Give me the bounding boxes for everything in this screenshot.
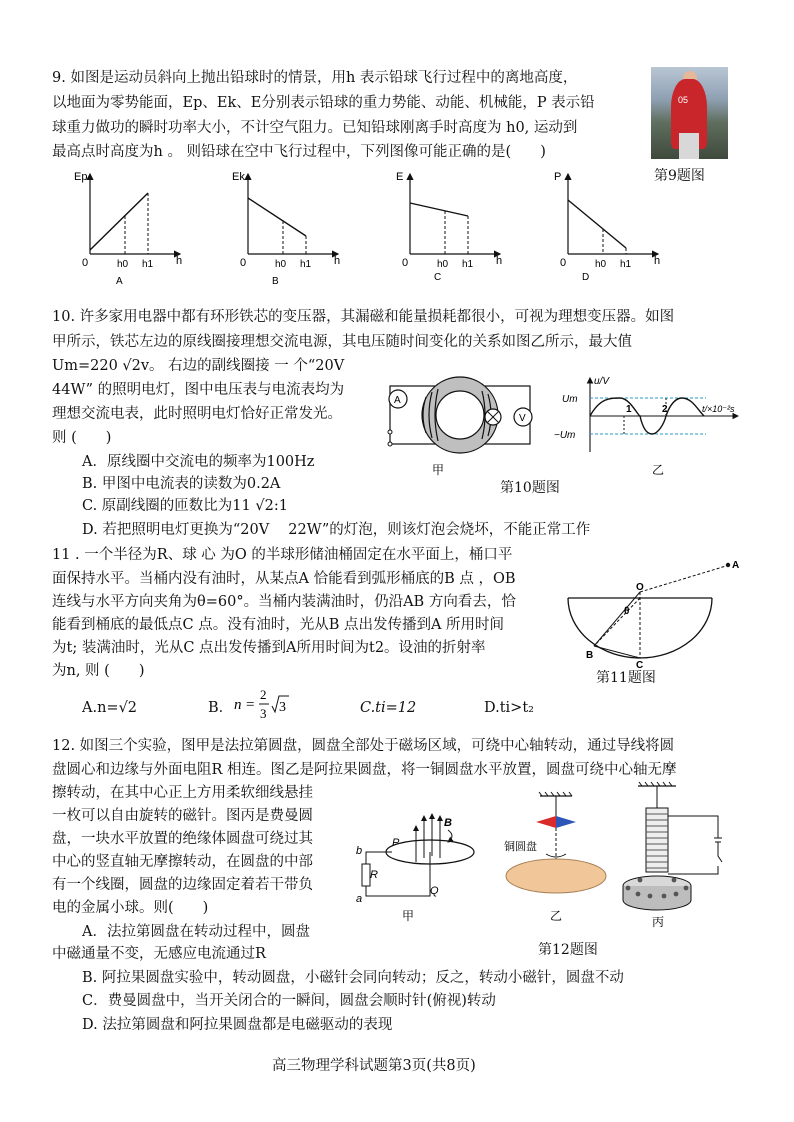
- shot-put-photo: 05: [651, 67, 728, 159]
- q9-graph-d-option: D: [582, 272, 590, 283]
- q10-line-1: 10. 许多家用电器中都有环形铁芯的变压器，其漏磁和能量损耗都很小，可视为理想变压器。如图: [52, 309, 675, 325]
- q9-graph-a-h: h: [176, 255, 183, 267]
- q11-option-a: A.n=√2: [82, 700, 138, 716]
- q9-graph-c-h: h: [496, 255, 503, 267]
- voltmeter-label: V: [519, 413, 526, 424]
- q12-option-a-1: A．法拉第圆盘在转动过程中，圆盘: [82, 924, 310, 940]
- q12-line-2: 盘圆心和边缘与外面电阻R 相连。图乙是阿拉果圆盘，将一铜圆盘水平放置，圆盘可绕中心轴无摩: [52, 762, 677, 778]
- q9-line-3: 球重力做功的瞬时功率大小，不计空气阻力。已知铅球刚离手时高度为 h0, 运动到: [52, 120, 578, 136]
- q9-graph-d-origin: 0: [560, 257, 567, 269]
- q12-line-7: 有一个线圈，圆盘的边缘固定着若干带负: [52, 877, 313, 893]
- q10-fig-a-label: 甲: [432, 463, 445, 477]
- q9-graph-b-h: h: [334, 255, 341, 267]
- q12-faraday-disk-figure: [352, 812, 492, 924]
- svg-text:3: 3: [260, 706, 267, 721]
- q9-line-1: 9. 如图是运动员斜向上抛出铅球时的情景，用h 表示铅球飞行过程中的离地高度，: [52, 70, 578, 86]
- q9-graph-c: [396, 171, 502, 283]
- q9-graph-a: [74, 171, 182, 287]
- q12-line-1: 12. 如图三个实验，图甲是法拉第圆盘，圆盘全部处于磁场区域，可绕中心轴转动，通过导线将圆: [52, 738, 675, 754]
- q10-option-d: D. 若把照明电灯更换为“20V 22W”的灯泡，则该灯泡会烧坏，不能正常工作: [82, 522, 591, 538]
- q11-label-theta: θ: [624, 606, 630, 617]
- q11-line-3: 连线与水平方向夹角为θ=60°。当桶内装满油时，仍沿AB 方向看去，恰: [52, 594, 516, 610]
- q12-arago-disk-figure: [498, 790, 618, 925]
- q12-option-a-2: 中磁通量不变，无感应电流通过R: [52, 946, 266, 962]
- q12-fig-c-label: 丙: [652, 915, 665, 929]
- q11-label-a: A: [732, 560, 740, 571]
- q10-line-4: 44W” 的照明电灯，图中电压表与电流表均为: [52, 382, 345, 398]
- q12-line-3: 擦转动，在其中心正上方用柔软细线悬挂: [52, 785, 313, 801]
- q9-graph-b-h0: h0: [275, 259, 287, 270]
- q11-hemisphere-figure: [560, 558, 745, 668]
- q10-line-6: 则 ( ): [52, 430, 112, 446]
- q11-line-6: 为n, 则 ( ): [52, 663, 145, 679]
- q11-option-b-formula-text: [0, 0, 1, 1]
- q10-figure-caption: 第10题图: [500, 480, 560, 496]
- q12-line-6: 中心的竖直轴无摩擦转动，在圆盘的中部: [52, 854, 313, 870]
- q9-graph-b-origin: 0: [240, 257, 247, 269]
- faraday-a-terminal: a: [356, 893, 363, 905]
- q9-graph-c-origin: 0: [402, 257, 409, 269]
- q9-graph-c-h1: h1: [462, 259, 474, 270]
- q11-line-4: 能看到桶底的最低点C 点。没有油时，光从B 点出发传播到A 所用时间: [52, 617, 505, 633]
- q10-option-b: B. 甲图中电流表的读数为0.2A: [82, 476, 281, 492]
- wave-t2: 2: [662, 404, 668, 415]
- svg-text:2: 2: [260, 687, 267, 702]
- q9-graph-d-ylabel: P: [554, 171, 562, 183]
- q11-label-o: O: [636, 582, 644, 593]
- q9-graph-c-h0: h0: [437, 259, 449, 270]
- arago-copper-disk: 铜圆盘: [504, 840, 537, 853]
- q10-line-3: Um=220 √2v。 右边的副线圈接 一 个“20V: [52, 358, 345, 374]
- q9-line-2: 以地面为零势能面，Ep、Ek、E分别表示铅球的重力势能、动能、机械能，P 表示铅: [52, 95, 595, 111]
- q12-option-b: B. 阿拉果圆盘实验中，转动圆盘，小磁针会同向转动；反之，转动小磁针，圆盘不动: [82, 970, 624, 986]
- q11-option-b-prefix: B．: [208, 700, 234, 716]
- q9-graph-d-h: h: [654, 255, 661, 267]
- wave-t1: 1: [626, 404, 632, 415]
- q9-graph-a-h1: h1: [142, 259, 154, 270]
- faraday-q: Q: [430, 885, 439, 897]
- q9-graph-c-ylabel: E: [396, 171, 404, 183]
- q9-figure-caption: 第9题图: [654, 168, 705, 184]
- q12-line-4: 一枚可以自由旋转的磁针。图丙是费曼圆: [52, 808, 313, 824]
- q10-option-a: A．原线圈中交流电的频率为100Hz: [82, 454, 315, 470]
- q9-graph-a-option: A: [116, 276, 123, 287]
- q10-option-c: C. 原副线圈的匝数比为11 √2:1: [82, 498, 288, 514]
- q10-line-5: 理想交流电表，此时照明电灯恰好正常发光。: [52, 406, 342, 422]
- ammeter-label: A: [394, 395, 401, 406]
- svg-text:3: 3: [279, 700, 286, 715]
- q11-option-d: D.ti>t₂: [484, 700, 534, 716]
- q12-option-d: D. 法拉第圆盘和阿拉果圆盘都是电磁驱动的表现: [82, 1017, 393, 1033]
- q9-graph-b-h1: h1: [300, 259, 312, 270]
- svg-text:=: =: [246, 697, 255, 713]
- q11-line-5: 为t; 装满油时，光从C 点出发传播到A所用时间为t2。设油的折射率: [52, 640, 486, 656]
- q9-graph-d-h1: h1: [620, 259, 632, 270]
- q9-line-4: 最高点时高度为h 。 则铅球在空中飞行过程中，下列图像可能正确的是( ): [52, 144, 546, 160]
- q9-graph-d: [554, 171, 660, 283]
- q9-graph-a-h0: h0: [117, 259, 129, 270]
- q10-fig-b-label: 乙: [652, 463, 665, 477]
- q11-figure-caption: 第11题图: [596, 670, 656, 686]
- q9-graph-c-option: C: [434, 272, 442, 283]
- q11-option-b-formula: [234, 684, 294, 724]
- wave-um: Um: [562, 394, 578, 405]
- q9-graph-a-origin: 0: [82, 257, 89, 269]
- q12-fig-a-label: 甲: [402, 909, 415, 923]
- q9-graph-d-h0: h0: [595, 259, 607, 270]
- wave-xlabel: t/×10⁻²s: [702, 404, 735, 414]
- q12-fig-b-label: 乙: [550, 909, 563, 923]
- q9-graphs: [60, 166, 720, 291]
- q11-line-1: 11 . 一个半径为R、球 心 为O 的半球形储油桶固定在水平面上，桶口平: [52, 547, 513, 563]
- q11-label-c: C: [636, 660, 644, 668]
- q9-graph-b: [232, 171, 340, 287]
- q12-option-c: C．费曼圆盘中，当开关闭合的一瞬间，圆盘会顺时针(俯视)转动: [82, 993, 496, 1009]
- faraday-b: B: [444, 817, 452, 829]
- q11-line-2: 面保持水平。当桶内没有油时，从某点A 恰能看到弧形桶底的B 点 ，OB: [52, 571, 516, 587]
- wave-neg-um: −Um: [554, 430, 576, 441]
- page-footer: 高三物理学科试题第3页(共8页): [272, 1058, 476, 1074]
- q12-figure-caption: 第12题图: [538, 942, 598, 958]
- q11-label-b: B: [586, 650, 594, 661]
- q9-graph-a-ylabel: Ep: [74, 171, 88, 183]
- q10-line-2: 甲所示，铁芯左边的原线圈接理想交流电源，其电压随时间变化的关系如图乙所示，最大值: [52, 334, 632, 350]
- faraday-r: R: [370, 869, 378, 881]
- faraday-b-terminal: b: [356, 845, 363, 857]
- q12-line-8: 电的金属小球。则( ): [52, 900, 209, 916]
- q12-feynman-disk-figure: [620, 780, 740, 930]
- wave-ylabel: u/V: [594, 376, 610, 387]
- svg-text:n: n: [234, 697, 242, 713]
- q9-graph-b-option: B: [272, 276, 279, 287]
- q10-transformer-figure: [380, 372, 545, 480]
- q10-wave-figure: [548, 374, 743, 484]
- q11-option-c: C.ti=12: [360, 700, 417, 716]
- faraday-p: P: [392, 837, 400, 849]
- q12-line-5: 盘，一块水平放置的绝缘体圆盘可绕过其: [52, 831, 313, 847]
- q9-graph-b-ylabel: Ek: [232, 171, 245, 183]
